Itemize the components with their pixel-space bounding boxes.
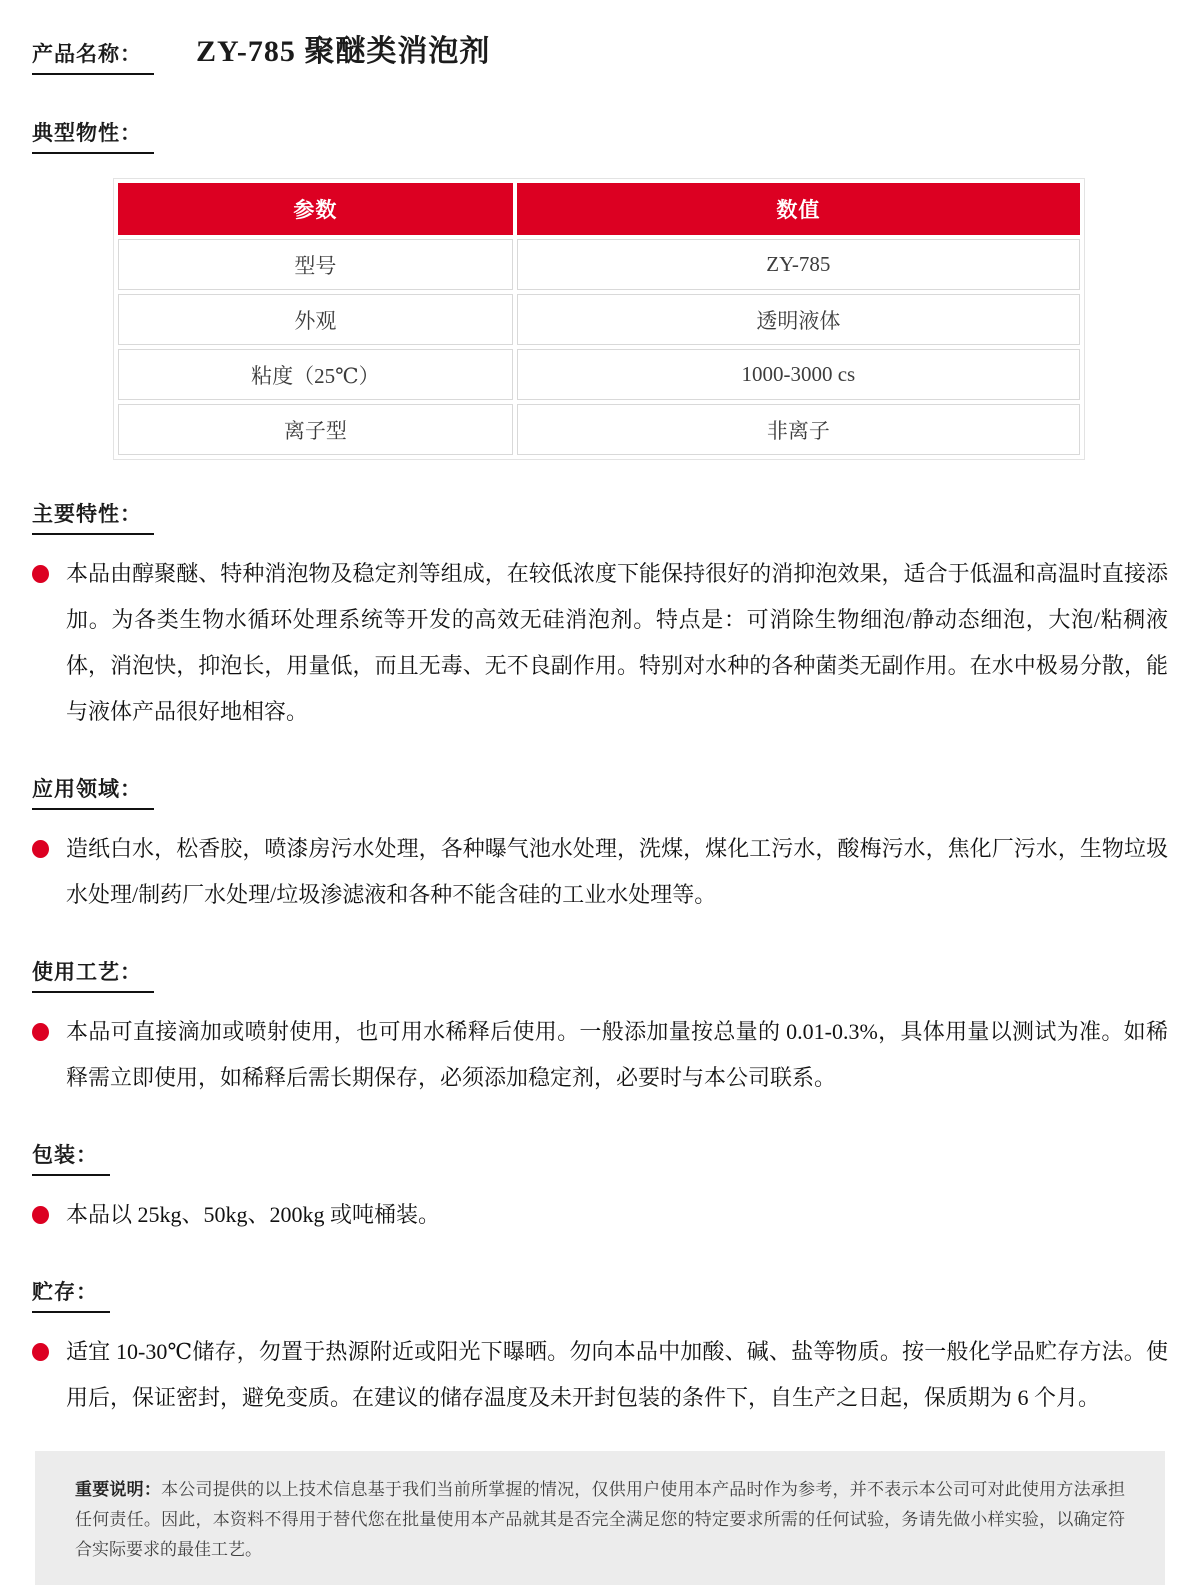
bullet-icon: [32, 1343, 49, 1361]
table-cell-value: 1000-3000 cs: [517, 349, 1080, 400]
notice-box: [35, 1451, 1165, 1585]
notice-text: 本公司提供的以上技术信息基于我们当前所掌握的情况，仅供用户使用本产品时作为参考，并不表示本公司可对此使用方法承担任何责任。因此，本资料不得用于替代您在批量使用本产品就其是否完全满足您的特定要求所需的任何试验，务请先做小样实验，以确定符合实际要求的最佳工艺。: [75, 1480, 1126, 1559]
notice-label: 重要说明：: [75, 1480, 162, 1499]
storage-text: 适宜 10-30℃储存，勿置于热源附近或阳光下曝晒。勿向本品中加酸、碱、盐等物质。按一般化学品贮存方法。使用后，保证密封，避免变质。在建议的储存温度及未开封包装的条件下，自生产之日起，保质期为 6 个月。: [66, 1339, 1168, 1410]
section-storage: [32, 1276, 1168, 1421]
applications-text: 造纸白水，松香胶，喷漆房污水处理，各种曝气池水处理，洗煤，煤化工污水，酸梅污水，焦化厂污水，生物垃圾水处理/制药厂水处理/垃圾渗滤液和各种不能含硅的工业水处理等。: [66, 836, 1168, 907]
table-cell-parameter: 粘度（25℃）: [118, 349, 513, 400]
features-heading: 主要特性：: [32, 498, 154, 535]
properties-table: [113, 178, 1085, 460]
table-cell-value: 透明液体: [517, 294, 1080, 345]
section-applications: [32, 773, 1168, 918]
table-row: [118, 294, 1080, 345]
section-properties: [32, 117, 1168, 154]
list-item: [32, 1329, 1168, 1421]
list-item: [32, 1009, 1168, 1101]
usage-text: 本品可直接滴加或喷射使用，也可用水稀释后使用。一般添加量按总量的 0.01-0.3%，具体用量以测试为准。如稀释需立即使用，如稀释后需长期保存，必须添加稳定剂，必要时与本公司联系。: [66, 1019, 1168, 1090]
table-row: [118, 404, 1080, 455]
table-header-value: 数值: [517, 183, 1080, 235]
table-cell-value: ZY-785: [517, 239, 1080, 290]
table-cell-parameter: 外观: [118, 294, 513, 345]
list-item: [32, 826, 1168, 918]
page-title: ZY-785 聚醚类消泡剂: [196, 35, 491, 68]
packaging-text: 本品以 25kg、50kg、200kg 或吨桶装。: [66, 1202, 441, 1227]
usage-heading: 使用工艺：: [32, 956, 154, 993]
list-item: [32, 1192, 1168, 1238]
table-header-parameter: 参数: [118, 183, 513, 235]
section-features: [32, 498, 1168, 735]
table-cell-parameter: 离子型: [118, 404, 513, 455]
bullet-icon: [32, 565, 49, 583]
bullet-icon: [32, 1206, 49, 1224]
list-item: [32, 551, 1168, 735]
table-row: [118, 349, 1080, 400]
properties-heading: 典型物性：: [32, 117, 154, 154]
title-row: [32, 26, 1168, 75]
applications-heading: 应用领域：: [32, 773, 154, 810]
bullet-icon: [32, 1023, 49, 1041]
table-header-row: [118, 183, 1080, 235]
table-cell-value: 非离子: [517, 404, 1080, 455]
storage-heading: 贮存：: [32, 1276, 110, 1313]
bullet-icon: [32, 840, 49, 858]
section-usage: [32, 956, 1168, 1101]
table-cell-parameter: 型号: [118, 239, 513, 290]
section-packaging: [32, 1139, 1168, 1238]
packaging-heading: 包装：: [32, 1139, 110, 1176]
table-row: [118, 239, 1080, 290]
product-name-label: 产品名称：: [32, 38, 154, 75]
features-text: 本品由醇聚醚、特种消泡物及稳定剂等组成，在较低浓度下能保持很好的消抑泡效果，适合于低温和高温时直接添加。为各类生物水循环处理系统等开发的高效无硅消泡剂。特点是：可消除生物细泡/静动态细泡，大泡/粘稠液体，消泡快，抑泡长，用量低，而且无毒、无不良副作用。特别对水种的各种菌类无副作用。在水中极易分散，能与液体产品很好地相容。: [66, 561, 1168, 724]
